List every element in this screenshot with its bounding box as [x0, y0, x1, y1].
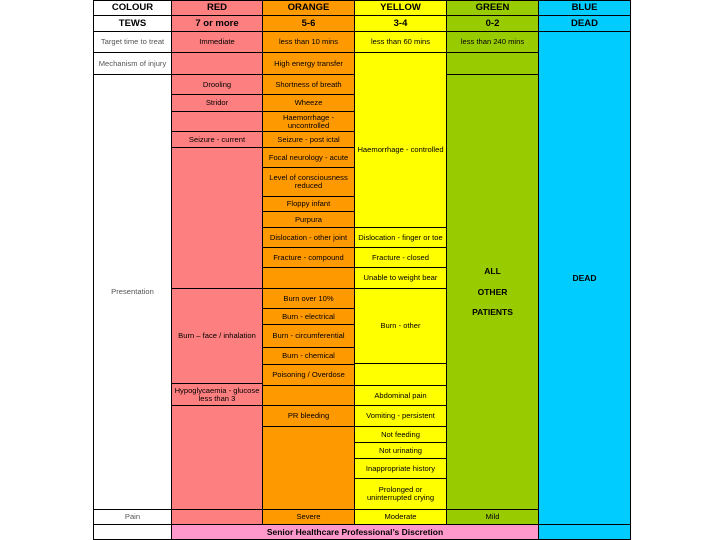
tews-blue: DEAD [538, 15, 631, 32]
orange-blank-3 [262, 426, 355, 510]
presentation-label: Presentation [93, 74, 172, 510]
yellow-not-feeding: Not feeding [354, 426, 447, 443]
yellow-prolonged-crying: Prolonged or uninterrupted crying [354, 478, 447, 510]
orange-blank-2 [262, 385, 355, 406]
orange-wheeze: Wheeze [262, 94, 355, 112]
tews-yellow: 3-4 [354, 15, 447, 32]
orange-consciousness-reduced: Level of consciousness reduced [262, 167, 355, 197]
orange-haemorrhage-uncontrolled: Haemorrhage - uncontrolled [262, 111, 355, 132]
red-blank-3 [171, 405, 263, 510]
pain-green: Mild [446, 509, 539, 525]
blue-dead: DEAD [538, 31, 631, 525]
yellow-unable-weight-bear: Unable to weight bear [354, 267, 447, 289]
target-time-green: less than 240 mins [446, 31, 539, 53]
orange-poisoning: Poisoning / Overdose [262, 364, 355, 386]
orange-floppy-infant: Floppy infant [262, 196, 355, 212]
mechanism-orange: High energy transfer [262, 52, 355, 75]
footer-discretion: Senior Healthcare Professional’s Discretion [171, 524, 539, 540]
tews-label: TEWS [93, 15, 172, 32]
orange-blank-1 [262, 267, 355, 289]
orange-shortness-of-breath: Shortness of breath [262, 74, 355, 95]
target-time-red: Immediate [171, 31, 263, 53]
mechanism-red [171, 52, 263, 75]
orange-fracture-compound: Fracture - compound [262, 247, 355, 268]
yellow-not-urinating: Not urinating [354, 442, 447, 459]
yellow-vomiting: Vomiting - persistent [354, 405, 447, 427]
orange-pr-bleeding: PR bleeding [262, 405, 355, 427]
red-blank-2 [171, 147, 263, 289]
green-all-other-patients [446, 74, 539, 510]
orange-burn-electrical: Burn - electrical [262, 308, 355, 325]
header-colour: COLOUR [93, 0, 172, 16]
footer-blue [538, 524, 631, 540]
orange-burn-chemical: Burn - chemical [262, 347, 355, 365]
mechanism-green [446, 52, 539, 75]
target-time-orange: less than 10 mins [262, 31, 355, 53]
yellow-dislocation-finger: Dislocation - finger or toe [354, 227, 447, 248]
orange-purpura: Purpura [262, 211, 355, 228]
yellow-abdominal-pain: Abdominal pain [354, 385, 447, 406]
target-time-yellow: less than 60 mins [354, 31, 447, 53]
footer-label-blank [93, 524, 172, 540]
tews-red: 7 or more [171, 15, 263, 32]
pain-label: Pain [93, 509, 172, 525]
yellow-inappropriate-history: Inappropriate history [354, 458, 447, 479]
orange-burn-circumferential: Burn - circumferential [262, 324, 355, 348]
orange-dislocation-other: Dislocation - other joint [262, 227, 355, 248]
orange-seizure-post-ictal: Seizure - post ictal [262, 131, 355, 148]
header-orange: ORANGE [262, 0, 355, 16]
yellow-burn-other: Burn - other [354, 288, 447, 364]
target-time-label: Target time to treat [93, 31, 172, 53]
red-blank-1 [171, 111, 263, 132]
header-blue: BLUE [538, 0, 631, 16]
orange-focal-neurology: Focal neurology - acute [262, 147, 355, 168]
pain-orange: Severe [262, 509, 355, 525]
green-line-3: PATIENTS [472, 307, 513, 318]
pain-red [171, 509, 263, 525]
header-yellow: YELLOW [354, 0, 447, 16]
red-seizure-current: Seizure - current [171, 131, 263, 148]
mechanism-label: Mechanism of injury [93, 52, 172, 75]
header-green: GREEN [446, 0, 539, 16]
tews-orange: 5-6 [262, 15, 355, 32]
red-stridor: Stridor [171, 94, 263, 112]
green-line-1: ALL [484, 266, 501, 277]
header-red: RED [171, 0, 263, 16]
pain-yellow: Moderate [354, 509, 447, 525]
yellow-haemorrhage-controlled: Haemorrhage - controlled [354, 52, 447, 247]
yellow-blank-1 [354, 363, 447, 386]
red-hypoglycaemia: Hypoglycaemia - glucose less than 3 [171, 383, 263, 406]
orange-burn-over-10: Burn over 10% [262, 288, 355, 309]
red-drooling: Drooling [171, 74, 263, 95]
green-line-2: OTHER [477, 286, 508, 297]
tews-green: 0-2 [446, 15, 539, 32]
red-burn-face: Burn – face / inhalation [171, 288, 263, 384]
yellow-fracture-closed: Fracture - closed [354, 247, 447, 268]
